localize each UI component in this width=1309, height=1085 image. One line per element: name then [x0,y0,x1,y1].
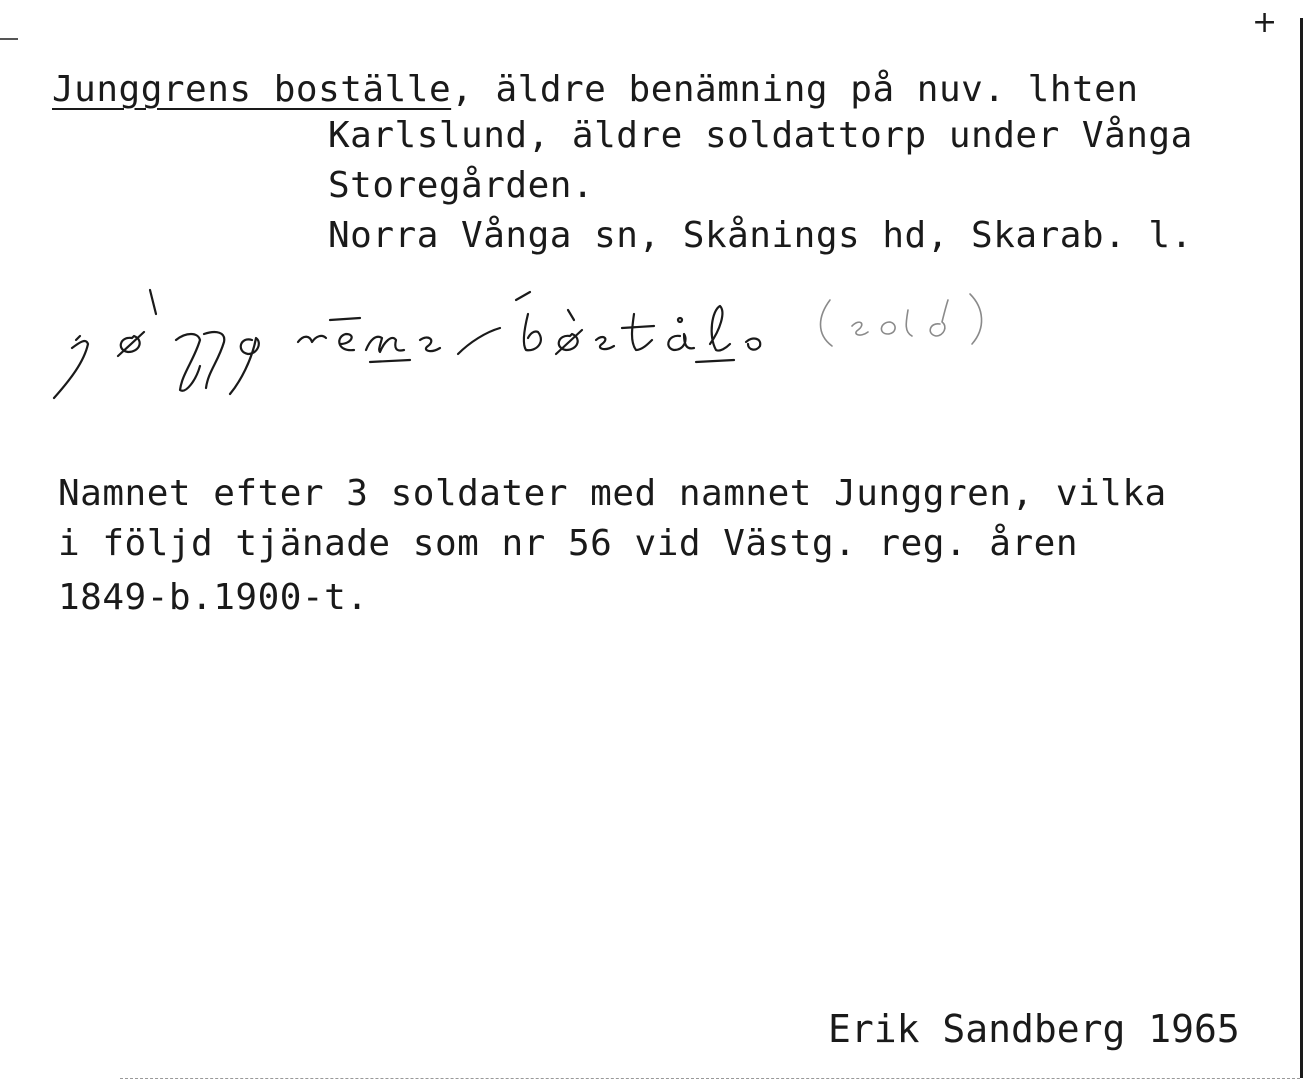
card-right-border [1300,18,1303,1078]
edge-mark [0,38,18,40]
entry-line-2: Karlslund, äldre soldattorp under Vånga [328,115,1193,156]
author-signature: Erik Sandberg 1965 [828,1007,1240,1051]
card-bottom-edge [120,1078,1300,1080]
body-line-3: 1849-b.1900-t. [58,577,369,618]
body-line-2: i följd tjänade som nr 56 vid Västg. reg. åren [58,523,1078,564]
entry-line-3: Storegården. [328,165,595,206]
entry-line-1 [52,69,1139,110]
plus-marker: + [1252,5,1278,40]
headword: Junggrens boställe [52,69,452,110]
entry-line-1-rest: , äldre benämning på nuv. lhten [451,69,1139,110]
handwritten-pronunciation [40,270,1040,410]
body-line-1: Namnet efter 3 soldater med namnet Junggren, vilka [58,473,1167,514]
entry-line-4: Norra Vånga sn, Skånings hd, Skarab. l. [328,215,1193,256]
